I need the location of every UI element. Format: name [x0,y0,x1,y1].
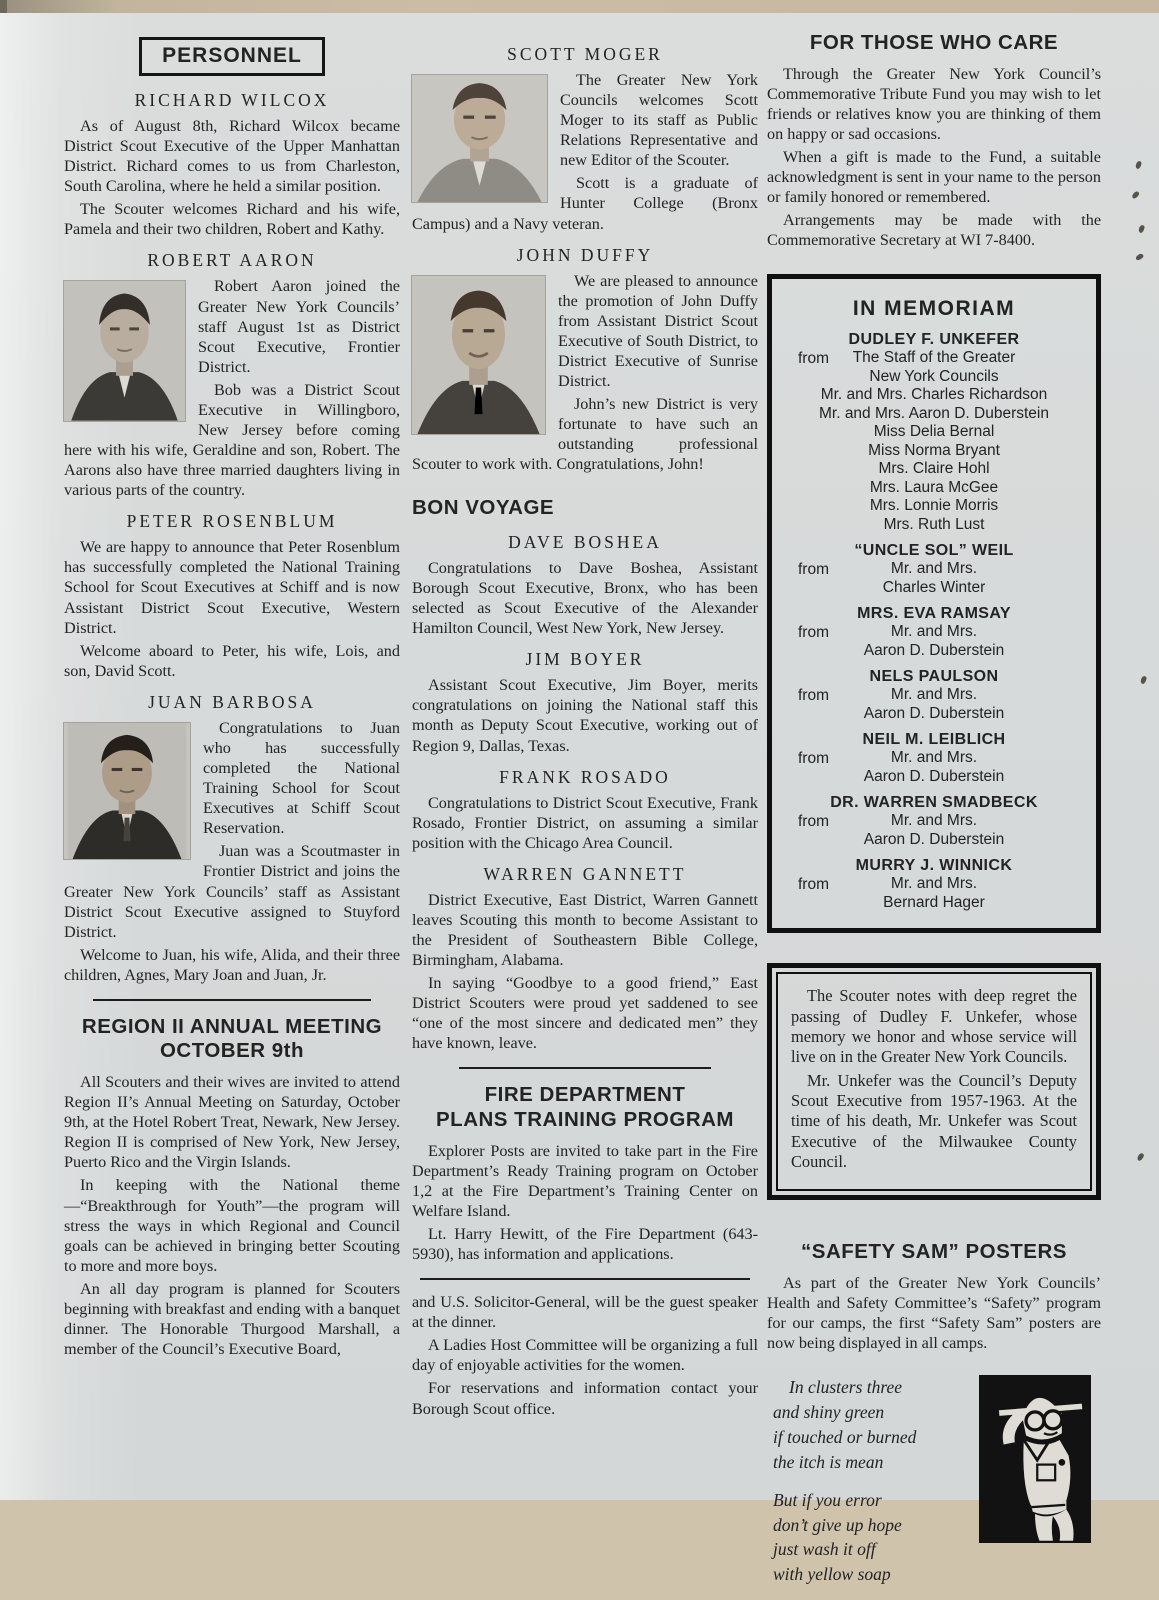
memoriam-entry [780,668,1088,723]
paragraph: Bob was a District Scout Executive in Willingboro, New Jersey before coming here with his wife, Geraldine and son, Robert. The Aarons also have three married daughters living in various parts of the country. [64,380,400,500]
scan-speck [1131,190,1140,199]
memoriam-line: Mr. and Mrs. [890,749,978,767]
memoriam-line: Mrs. Claire Hohl [878,460,990,478]
article-scott-moger [412,13,758,234]
portrait-photo-juan-barbosa [64,723,190,859]
paragraph: As of August 8th, Richard Wilcox became District Scout Executive of the Upper Manhattan District. Richard comes to us from Charleston, South Carolina, where he held a similar position. [64,117,400,196]
paragraph: For reservations and information contact your Borough Scout office. [412,1379,758,1418]
for-those-who-care-heading: FOR THOSE WHO CARE [809,31,1059,54]
paragraph: A Ladies Host Committee will be organizing a full day of enjoyable activities for the women. [412,1336,758,1375]
memoriam-name: MURRY J. WINNICK [855,857,1013,875]
memoriam-entry [780,731,1088,786]
paragraph: Assistant Scout Executive, Jim Boyer, merits congratulations on joining the National staff this month as Deputy Scout Executive, working out of Region 9, Dallas, Texas. [412,676,758,755]
paragraph: The Scouter notes with deep regret the passing of Dudley F. Unkefer, whose memory we honor and whose service will live on in the Greater New York Councils. [791,986,1077,1067]
article-heading: JIM BOYER [525,649,645,670]
paragraph: Explorer Posts are invited to take part in the Fire Department’s Ready Training program on October 1,2 at the Fire Department’s Training Center on Welfare Island. [412,1141,758,1220]
paragraph: We are pleased to announce the promotion of John Duffy from Assistant District Scout Executive of South District, to District Executive of Sunrise District. [558,271,758,391]
safety-sam-heading: “SAFETY SAM” POSTERS [801,1240,1067,1264]
paragraph: Juan was a Scoutmaster in Frontier District and joins the Greater New York Councils’ staff as Assistant District Scout Executive assigned to Stuyford District. [64,842,400,941]
section-divider-rule [93,999,371,1001]
memoriam-name: DR. WARREN SMADBECK [830,794,1038,812]
memoriam-from-label: from [798,813,829,831]
paragraph: District Executive, East District, Warren Gannett leaves Scouting this month to become Assistant to the President of Southeastern Bible College, Birmingham, Alabama. [412,890,758,970]
safety-sam-scout-illustration [979,1375,1091,1543]
memoriam-line: Bernard Hager [883,893,985,911]
paragraph: Welcome aboard to Peter, his wife, Lois, and son, David Scott. [64,641,400,680]
right-column [767,13,1101,1600]
memoriam-name: “UNCLE SOL” WEIL [854,542,1014,560]
region-meeting-heading [64,1015,400,1064]
memoriam-line: Mrs. Lonnie Morris [869,497,999,515]
memoriam-from-label: from [798,624,829,642]
memoriam-name: NELS PAULSON [869,668,999,686]
paragraph: As part of the Greater New York Councils’ Health and Safety Committee’s “Safety” program for our camps, the first “Safety Sam” posters are now being displayed in all camps. [767,1273,1101,1353]
safety-sam-poem-row [767,1375,1101,1600]
article-heading: WARREN GANNETT [483,863,687,884]
memoriam-line: Mr. and Mrs. [890,686,978,704]
memoriam-from-label: from [798,561,829,579]
bon-voyage-section-heading: BON VOYAGE [412,496,555,520]
heading-line: OCTOBER 9th [159,1039,305,1063]
memoriam-from-label: from [798,687,829,705]
article-peter-rosenblum [64,511,400,681]
paragraph: Congratulations to Juan who has successfully completed the National Training School for Scout Executives at Schiff Scout Reservation. [203,718,400,838]
paragraph: An all day program is planned for Scouters beginning with breakfast and ending with a banquet dinner. The Honorable Thurgood Marshall, a member of the Council’s Executive Board, [64,1279,400,1359]
paragraph: Congratulations to District Scout Executive, Frank Rosado, Frontier District, on assuming a similar position with the Chicago Area Council. [412,793,758,852]
scan-speck [1138,224,1145,233]
memoriam-entry [780,794,1088,849]
memoriam-line: The Staff of the Greater [852,349,1016,367]
portrait-photo-scott-moger [412,75,547,202]
poem-line: and shiny green [773,1402,885,1423]
memoriam-line: Mrs. Laura McGee [869,478,999,496]
article-heading: SCOTT MOGER [507,44,663,64]
portrait-photo-john-duffy [412,276,545,434]
poem-line: the itch is mean [773,1451,884,1472]
heading-line: FIRE DEPARTMENT [484,1083,686,1107]
memoriam-line: Aaron D. Duberstein [863,641,1005,659]
heading-line: REGION II ANNUAL MEETING [81,1014,383,1038]
left-column [64,13,400,1362]
memoriam-line: Aaron D. Duberstein [863,767,1005,785]
memoriam-line: Mr. and Mrs. [890,560,978,578]
memoriam-line: Mr. and Mrs. Aaron D. Duberstein [818,404,1049,422]
scan-speck [1135,160,1142,169]
fire-department-heading [412,1083,758,1132]
article-heading: RICHARD WILCOX [134,90,330,110]
scan-speck [1136,1152,1144,1161]
memoriam-entry [780,542,1088,597]
paragraph: We are happy to announce that Peter Rosenblum has successfully completed the National Training School for Scout Executives at Schiff and is now Assistant District Scout Executive, Western District. [64,538,400,637]
poem-line: In clusters three [789,1377,903,1398]
article-heading: ROBERT AARON [147,250,317,271]
paragraph: In saying “Goodbye to a good friend,” East District Scouters were proud yet saddened to see “one of the most sincere and dedicated men” they have known, leave. [412,974,758,1053]
paragraph-continued: and U.S. Solicitor-General, will be the guest speaker at the dinner. [412,1293,758,1332]
personnel-section-label: PERSONNEL [139,37,325,76]
memoriam-line: Charles Winter [882,578,986,596]
paragraph: Scott is a graduate of Hunter College (Bronx Campus) and a Navy veteran. [412,174,758,233]
poem-line: if touched or burned [773,1426,917,1447]
paragraph: Lt. Harry Hewitt, of the Fire Department (643-5930), has information and applications. [412,1224,758,1264]
newsletter-page [0,13,1159,1585]
article-juan-barbosa [64,692,400,985]
memoriam-entry [780,331,1088,534]
article-richard-wilcox [64,90,400,239]
article-dave-boshea [412,532,758,638]
section-divider-rule [459,1067,711,1069]
scan-edge [0,0,1159,13]
safety-sam-poem [767,1375,979,1600]
article-frank-rosado [412,767,758,853]
paragraph: Welcome to Juan, his wife, Alida, and their three children, Agnes, Mary Joan and Juan, Jr. [64,945,400,984]
memoriam-line: Mrs. Ruth Lust [883,515,985,533]
article-warren-gannett [412,864,758,1054]
poem-line: But if you error [773,1489,882,1510]
article-heading: JUAN BARBOSA [148,691,316,712]
scan-speck [1140,675,1147,684]
in-memoriam-box [767,274,1101,933]
memoriam-line: Mr. and Mrs. [890,875,978,893]
middle-column [412,13,758,1422]
paragraph: When a gift is made to the Fund, a suitable acknowledgment is sent in your name to the person or family honored or remembered. [767,147,1101,207]
memoriam-from-label: from [798,350,829,368]
paragraph: Arrangements may be made with the Commemorative Secretary at WI 7-8400. [767,211,1101,250]
heading-line: PLANS TRAINING PROGRAM [436,1108,734,1132]
paragraph: The Scouter welcomes Richard and his wife, Pamela and their two children, Robert and Kathy. [64,200,400,239]
paragraph: In keeping with the National theme—“Breakthrough for Youth”—the program will stress the ways in which Regional and Council goals can be achieved in bringing better Scouting to more and more boys. [64,1176,400,1275]
paragraph: All Scouters and their wives are invited to attend Region II’s Annual Meeting on Saturday, October 9th, at the Hotel Robert Treat, Newark, New Jersey. Region II is comprised of New York, New Jersey, Puerto Rico and the Virgin Islands. [64,1073,400,1172]
paragraph: Mr. Unkefer was the Council’s Deputy Scout Executive from 1957-1963. At the time of his death, Mr. Unkefer was Scout Executive of the Milwaukee County Council. [791,1070,1077,1172]
article-heading: PETER ROSENBLUM [126,511,338,532]
memoriam-name: MRS. EVA RAMSAY [857,605,1011,623]
memoriam-line: Miss Norma Bryant [868,441,1000,459]
poem-line: don’t give up hope [773,1514,902,1535]
unkefer-obituary-box [767,963,1101,1200]
memoriam-from-label: from [798,876,829,894]
memoriam-entry [780,857,1088,912]
memoriam-line: Aaron D. Duberstein [863,830,1005,848]
scan-speck [1135,253,1144,262]
memoriam-name: DUDLEY F. UNKEFER [848,331,1020,349]
article-john-duffy [412,245,758,475]
memoriam-entry [780,605,1088,660]
memoriam-from-label: from [798,750,829,768]
article-heading: FRANK ROSADO [499,766,671,787]
paragraph: The Greater New York Councils welcomes Scott Moger to its staff as Public Relations Representative and new Editor of the Scouter. [560,71,758,170]
memoriam-line: New York Councils [869,367,999,385]
article-heading: DAVE BOSHEA [508,532,662,552]
section-divider-rule [420,1278,750,1280]
paragraph: John’s new District is very fortunate to have such an outstanding professional Scouter to work with. Congratulations, John! [412,395,758,474]
article-jim-boyer [412,649,758,755]
memoriam-line: Mr. and Mrs. Charles Richardson [820,386,1048,404]
article-heading: JOHN DUFFY [516,244,654,265]
paragraph: Through the Greater New York Council’s Commemorative Tribute Fund you may wish to let friends or relatives know you are thinking of them on happy or sad occasions. [767,64,1101,143]
memoriam-line: Aaron D. Duberstein [863,704,1005,722]
article-robert-aaron [64,250,400,500]
poem-line: with yellow soap [773,1564,891,1585]
memoriam-line: Mr. and Mrs. [890,623,978,641]
portrait-photo-robert-aaron [64,281,185,421]
paragraph: Robert Aaron joined the Greater New York Councils’ staff August 1st as District Scout Executive, Frontier District. [198,277,400,376]
in-memoriam-title: IN MEMORIAM [852,297,1016,321]
memoriam-line: Miss Delia Bernal [873,423,995,441]
memoriam-line: Mr. and Mrs. [890,812,978,830]
poem-line: just wash it off [773,1539,876,1560]
memoriam-name: NEIL M. LEIBLICH [862,731,1006,749]
paragraph: Congratulations to Dave Boshea, Assistant Borough Scout Executive, Bronx, who has been selected as Scout Executive of the Alexander Hamilton Council, West New York, New Jersey. [412,559,758,638]
